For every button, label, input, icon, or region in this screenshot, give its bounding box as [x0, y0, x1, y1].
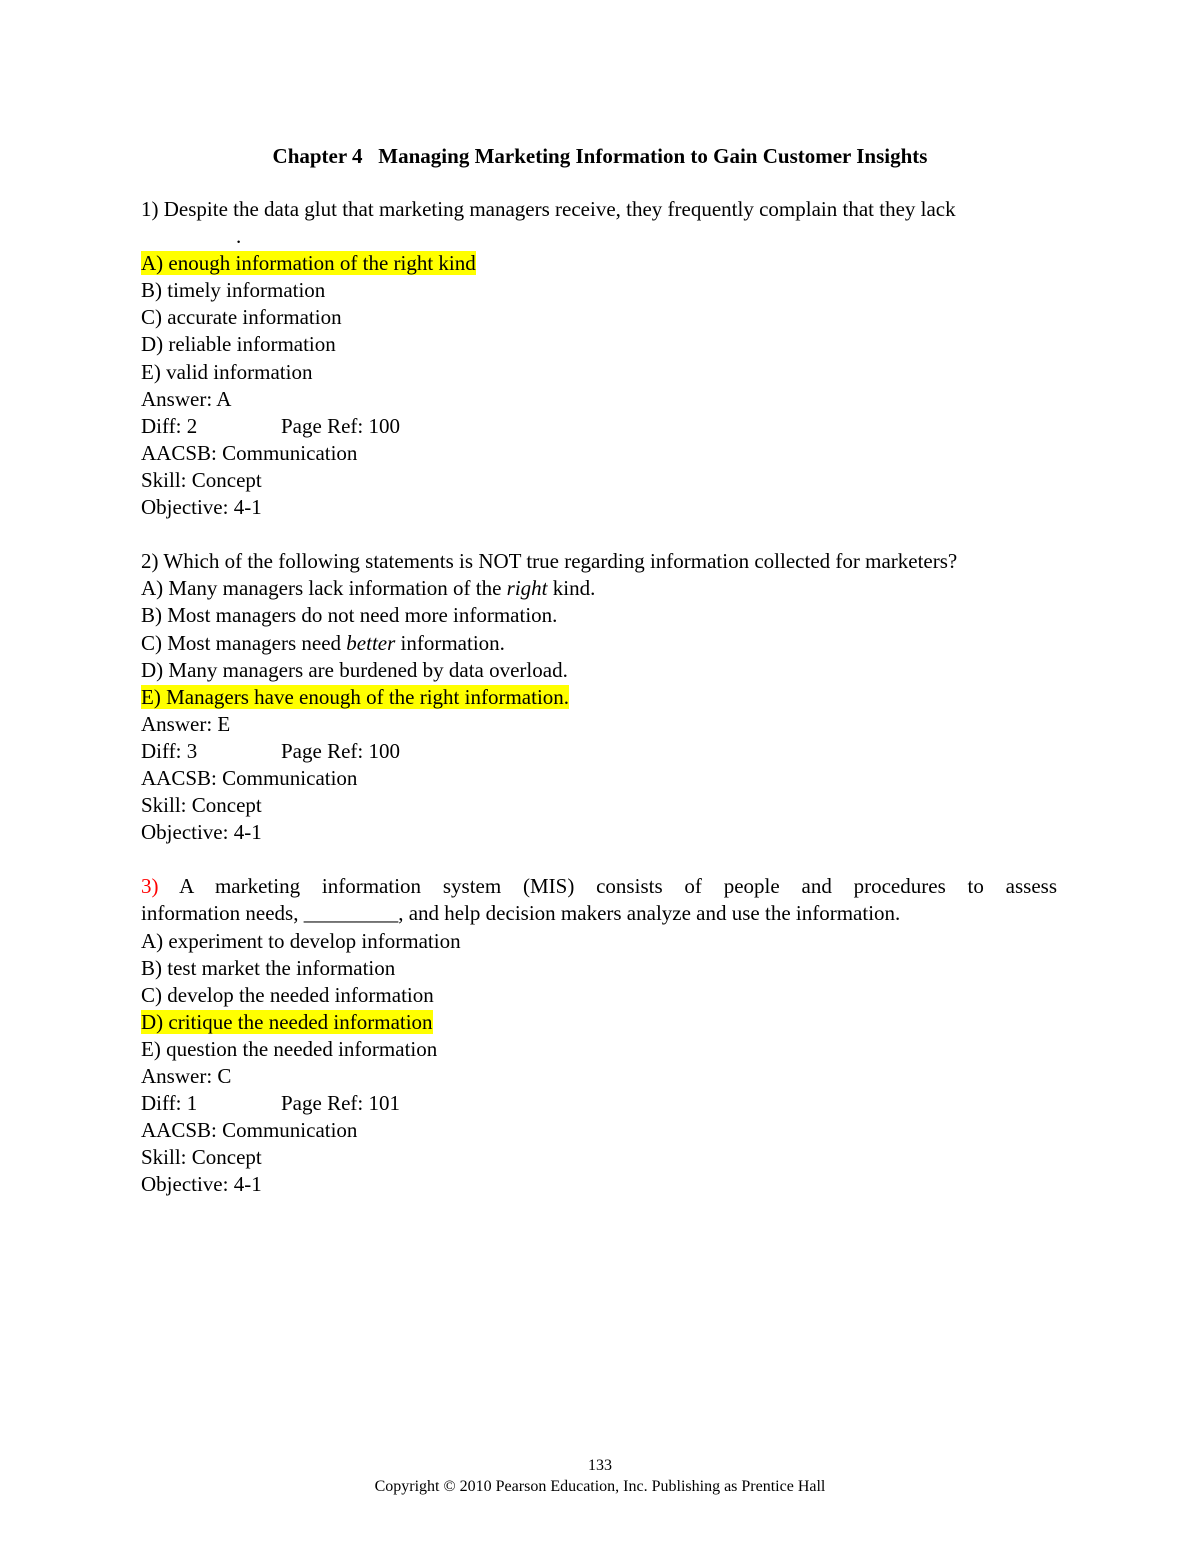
skill-line: Skill: Concept: [141, 467, 262, 492]
objective-line: Objective: 4-1: [141, 495, 262, 520]
option-c: [141, 630, 1057, 657]
question-list: [141, 196, 1057, 1198]
question-3: [141, 873, 1057, 1198]
answer-line: Answer: A: [141, 386, 232, 411]
option-emphasis: right: [506, 576, 548, 601]
question-stem: [141, 196, 1057, 223]
question-number: 1): [141, 197, 159, 221]
spacer: [141, 521, 1057, 548]
option-c: C) accurate information: [141, 305, 342, 330]
option-text: C) Most managers need: [141, 630, 347, 655]
aacsb-line: AACSB: Communication: [141, 1118, 358, 1143]
option-e: E) question the needed information: [141, 1036, 438, 1061]
highlighted-option: E) Managers have enough of the right information.: [141, 684, 570, 709]
option-b: B) test market the information: [141, 955, 396, 980]
highlighted-option: D) critique the needed information: [141, 1009, 433, 1034]
spacer: [141, 846, 1057, 873]
diff-line: [141, 413, 1057, 440]
option-a: A) experiment to develop information: [141, 928, 461, 953]
question-stem: [141, 548, 1057, 575]
page-ref: Page Ref: 101: [281, 1091, 400, 1116]
option-b: B) timely information: [141, 278, 326, 303]
option-d: D) Many managers are burdened by data overload.: [141, 657, 568, 682]
question-blank: .: [236, 224, 242, 249]
objective-line: Objective: 4-1: [141, 1172, 262, 1197]
question-stem: [141, 873, 1057, 900]
option-emphasis: better: [346, 630, 396, 655]
aacsb-line: AACSB: Communication: [141, 765, 358, 790]
option-a: [141, 575, 1057, 602]
copyright-notice: Copyright © 2010 Pearson Education, Inc. Publishing as Prentice Hall: [374, 1478, 826, 1495]
highlighted-option: A) enough information of the right kind: [141, 251, 476, 276]
option-b: B) Most managers do not need more information.: [141, 603, 558, 628]
option-d: [141, 1009, 1057, 1036]
page-number: 133: [588, 1457, 612, 1474]
page-title: Chapter 4 Managing Marketing Information to Gain Customer Insights: [272, 144, 928, 168]
question-text: Despite the data glut that marketing managers receive, they frequently complain that they lack: [163, 197, 956, 221]
option-a: [141, 250, 1057, 277]
question-stem-continued: information needs, _________, and help decision makers analyze and use the information.: [141, 901, 901, 926]
option-d: D) reliable information: [141, 332, 336, 357]
option-text: kind.: [547, 576, 596, 601]
question-number: 3): [141, 874, 159, 899]
diff-line: [141, 738, 1057, 765]
skill-line: Skill: Concept: [141, 793, 262, 818]
difficulty: Diff: 1: [141, 1091, 198, 1116]
question-number: 2): [141, 549, 159, 574]
answer-line: Answer: E: [141, 711, 231, 736]
option-c: C) develop the needed information: [141, 982, 434, 1007]
difficulty: Diff: 3: [141, 738, 198, 763]
answer-line: Answer: C: [141, 1064, 232, 1088]
option-e: [141, 684, 1057, 711]
page-ref: Page Ref: 100: [281, 738, 400, 763]
objective-line: Objective: 4-1: [141, 820, 262, 845]
difficulty: Diff: 2: [141, 413, 198, 438]
option-text: A) Many managers lack information of the: [141, 576, 507, 601]
option-e: E) valid information: [141, 359, 313, 384]
diff-line: [141, 1090, 1057, 1117]
question-text: A marketing information system (MIS) consists of people and procedures to assess: [179, 874, 1058, 899]
aacsb-line: AACSB: Communication: [141, 440, 358, 465]
skill-line: Skill: Concept: [141, 1145, 262, 1170]
question-1: [141, 196, 1057, 521]
page-ref: Page Ref: 100: [281, 413, 400, 438]
option-text: information.: [395, 630, 505, 655]
question-2: [141, 548, 1057, 846]
question-text: Which of the following statements is NOT true regarding information collected for marketers?: [163, 549, 958, 574]
